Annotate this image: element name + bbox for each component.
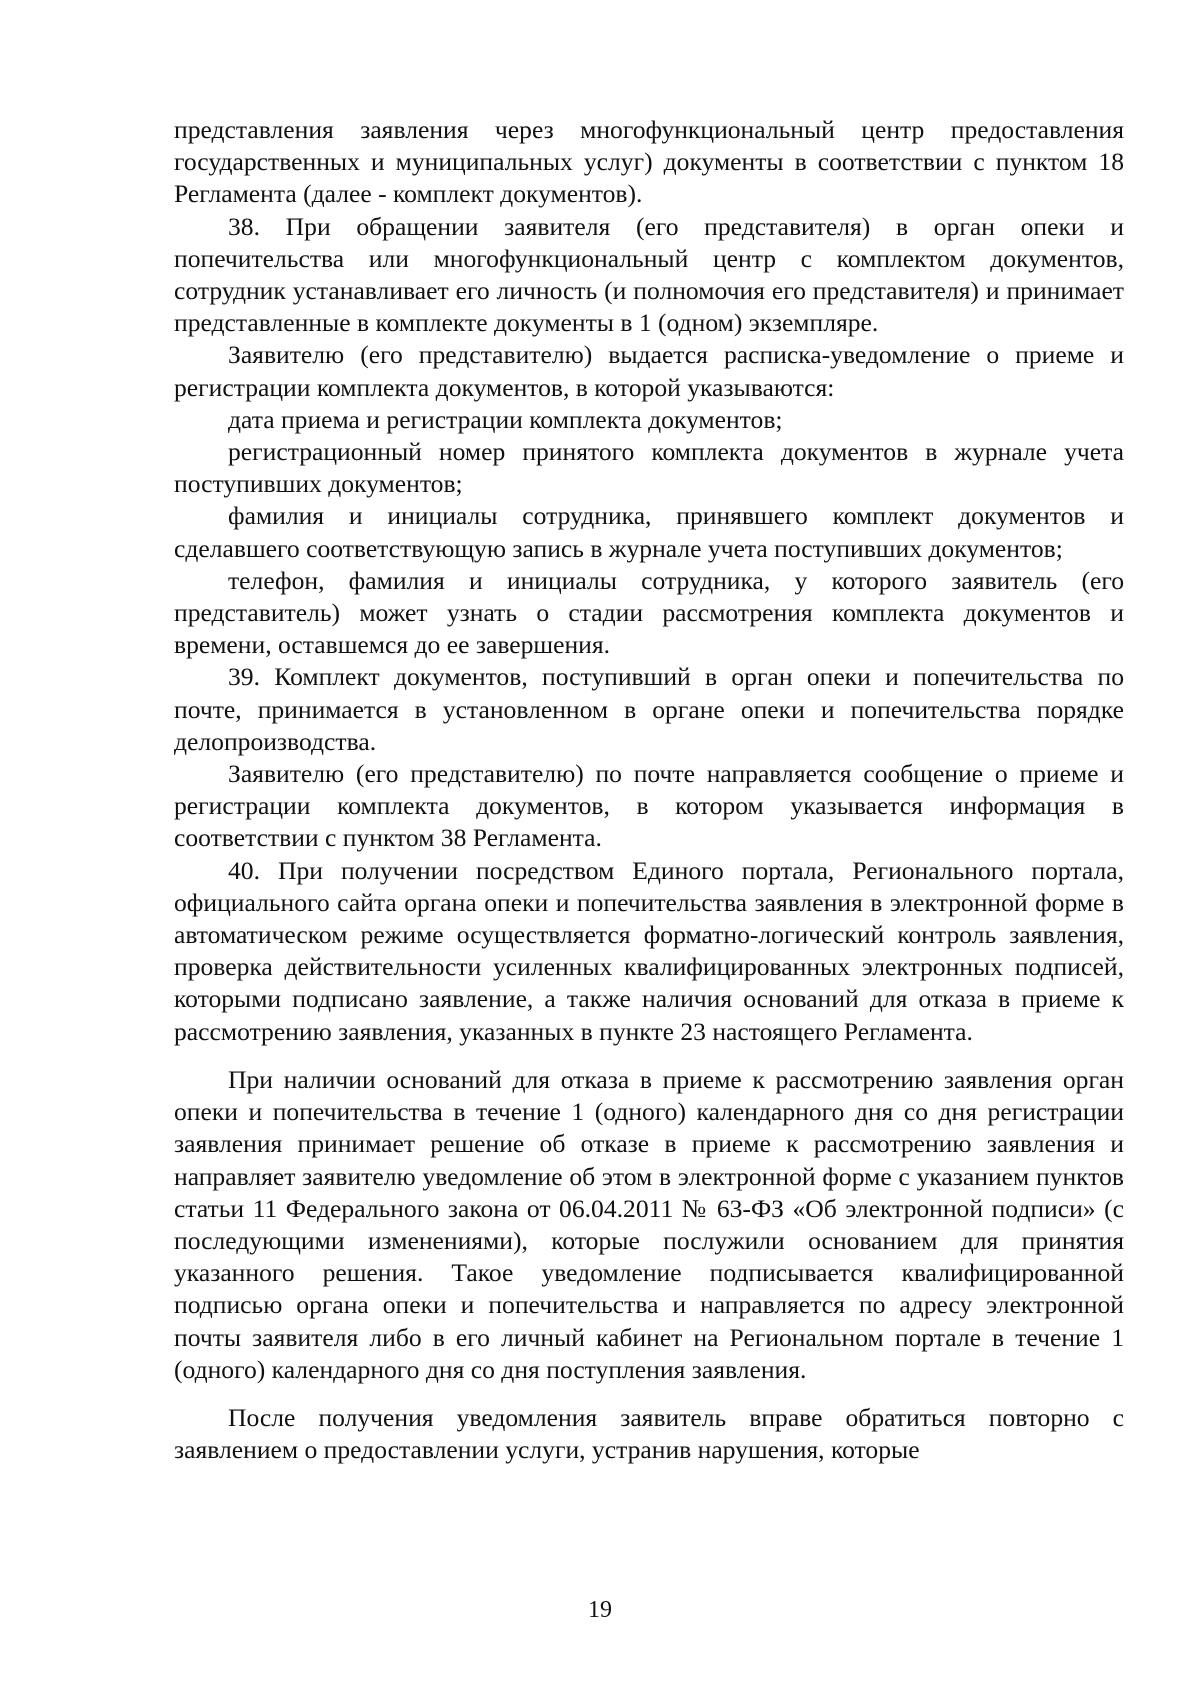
document-page	[174, 114, 1124, 1584]
list-item-receipt-date: дата приема и регистрации комплекта документов;	[228, 404, 783, 434]
paragraph-refusal-grounds: При наличии оснований для отказа в приеме к рассмотрению заявления орган опеки и попечительства в течение 1 (одного) календарного дня со дня регистрации заявления принимает решение об отказе в приеме к рассмотрению заявления и направляет заявителю уведомление об этом в электронной форме с указанием пунктов статьи 11 Федерального закона от 06.04.2011 № 63-ФЗ «Об электронной подписи» (с последующими изменениями), которые послужили основанием для принятия указанного решения. Такое уведомление подписывается квалифицированной подписью органа опеки и попечительства и направляется по адресу электронной почты заявителя либо в его личный кабинет на Региональном портале в течение 1 (одного) календарного дня со дня поступления заявления.	[174, 1064, 1124, 1384]
list-item-employee-name: фамилия и инициалы сотрудника, принявшего комплект документов и сделавшего соответствующую запись в журнале учета поступивших документов;	[174, 501, 1124, 563]
paragraph-item-40: 40. При получении посредством Единого портала, Регионального портала, официального сайта органа опеки и попечительства заявления в электронной форме в автоматическом режиме осуществляется форматно-логический контроль заявления, проверка действительности усиленных квалифицированных электронных подписей, которыми подписано заявление, а также наличия оснований для отказа в приеме к рассмотрению заявления, указанных в пункте 23 настоящего Регламента.	[174, 855, 1124, 1046]
paragraph-postal-notice: Заявителю (его представителю) по почте направляется сообщение о приеме и регистрации комплекта документов, в котором указывается информация в соответствии с пунктом 38 Регламента.	[174, 759, 1124, 853]
page-number: 19	[588, 1597, 612, 1623]
list-item-employee-phone: телефон, фамилия и инициалы сотрудника, у которого заявитель (его представитель) может узнать о стадии рассмотрения комплекта документов и времени, оставшемся до ее завершения.	[174, 565, 1124, 660]
paragraph-repeat-application: После получения уведомления заявитель вправе обратиться повторно с заявлением о предоставлении услуги, устранив нарушения, которые	[174, 1402, 1124, 1465]
paragraph-continuation: представления заявления через многофункциональный центр предоставления государственных и муниципальных услуг) документы в соответствии с пунктом 18 Регламента (далее - комплект документов).	[174, 115, 1124, 209]
list-item-registration-number: регистрационный номер принятого комплекта документов в журнале учета поступивших документов;	[174, 437, 1124, 499]
paragraph-receipt-notice: Заявителю (его представителю) выдается расписка-уведомление о приеме и регистрации комплекта документов, в которой указываются:	[174, 340, 1124, 402]
paragraph-item-39: 39. Комплект документов, поступивший в орган опеки и попечительства по почте, принимается в установленном в органе опеки и попечительства порядке делопроизводства.	[174, 662, 1124, 756]
paragraph-item-38: 38. При обращении заявителя (его представителя) в орган опеки и попечительства или многофункциональный центр с комплектом документов, сотрудник устанавливает его личность (и полномочия его представителя) и принимает представленные в комплекте документы в 1 (одном) экземпляре.	[174, 211, 1124, 338]
